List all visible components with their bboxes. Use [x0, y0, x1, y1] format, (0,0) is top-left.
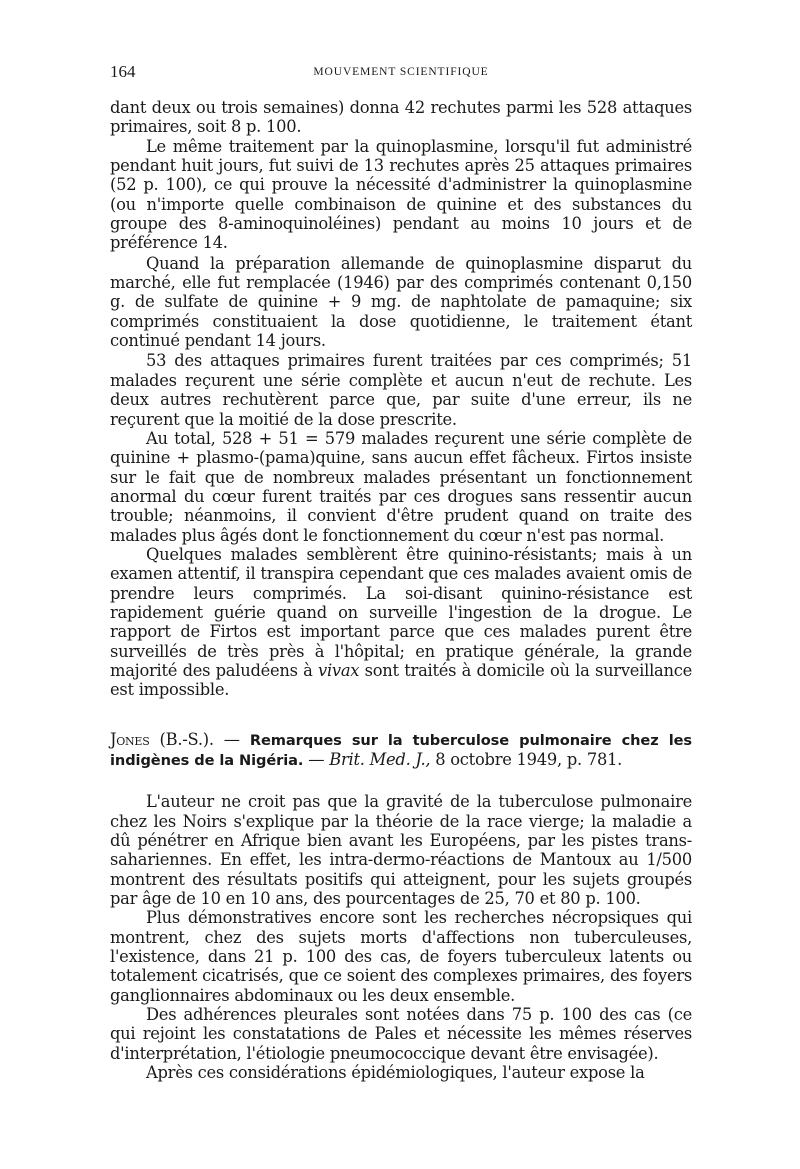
paragraph-tablets-results: 53 des attaques primaires furent traitées par ces comprimés; 51 malades reçurent une série complète et aucun n'eut de rechute. Les deux autres rechutèrent parce que, par suite d'une erreur, ils ne reçurent que la moitié de la dose prescrite. [110, 351, 692, 429]
running-header [110, 62, 692, 92]
reference-dash: — [213, 729, 250, 749]
paragraph-quinine-resistance [110, 545, 692, 700]
paragraph-german-preparation: Quand la préparation allemande de quinoplasmine disparut du marché, elle fut remplacée (1946) par des comprimés contenant 0,150 g. de sulfate de quinine + 9 mg. de naphtolate de pamaquine; six comprimés constituaient la dose quotidienne, le traitement étant continué pendant 14 jours. [110, 253, 692, 351]
text-segment: Quelques malades semblèrent être quinino-résistants; mais à un examen attentif, il transpira cependant que ces malades avaient omis de prendre leurs comprimés. La soi-disant quinino-résistance est rapidement guérie quand on surveille l'ingestion de la drogue. Le rapport de Firtos est important parce que ces malades purent être surveillés de très près à l'hôpital; en pratique générale, la grande majorité des paludéens à [110, 544, 692, 680]
reference-journal: Brit. Med. J., [329, 750, 431, 769]
reference-author: Jones (B.-S.). [110, 729, 214, 749]
paragraph-necropsy: Plus démonstratives encore sont les recherches nécropsiques qui montrent, chez des sujets morts d'affections non tuberculeuses, l'existence, dans 21 p. 100 des cas, de foyers tuberculeux latents ou totalement cicatrisés, que ce soient des complexes primaires, des foyers ganglionnaires abdominaux ou les deux ensemble. [110, 908, 692, 1005]
reference-details: 8 octobre 1949, p. 781. [430, 750, 623, 769]
document-page [110, 62, 692, 1083]
paragraph-author-view: L'auteur ne croit pas que la gravité de la tuberculose pulmonaire chez les Noirs s'explique par la théorie de la race vierge; la maladie a dû pénétrer en Afrique bien avant les Européens, par les pistes trans-sahariennes. En effet, les intra-dermo-réactions de Mantoux au 1/500 montrent des résultats positifs qui atteignent, pour les sujets groupés par âge de 10 en 10 ans, des pourcentages de 25, 70 et 80 p. 100. [110, 792, 692, 909]
bibliographic-reference [110, 730, 692, 771]
paragraph-continuation: dant deux ou trois semaines) donna 42 rechutes parmi les 528 attaques primaires, soit 8 p. 100. [110, 98, 692, 137]
section-gap [110, 700, 692, 730]
paragraph-quinoplasmine: Le même traitement par la quinoplasmine, lorsqu'il fut administré pendant huit jours, fut suivi de 13 rechutes après 25 attaques primaires (52 p. 100), ce qui prouve la nécessité d'administrer la quinoplasmine (ou n'importe quelle combinaison de quinine et des substances du groupe des 8-aminoquinoléines) pendant au moins 10 jours et de préférence 14. [110, 136, 692, 253]
running-title: MOUVEMENT SCIENTIFIQUE [313, 66, 489, 78]
paragraph-total: Au total, 528 + 51 = 579 malades reçurent une série complète de quinine + plasmo-(pama)quine, sans aucun effet fâcheux. Firtos insiste sur le fait que de nombreux malades présentant un fonctionnement anormal du cœur furent traités par ces drogues sans ressentir aucun trouble; néanmoins, il convient d'être prudent quand on traite des malades plus âgés dont le fonctionnement du cœur n'est pas normal. [110, 428, 692, 545]
page-number: 164 [110, 62, 136, 81]
paragraph-pleural: Des adhérences pleurales sont notées dans 75 p. 100 des cas (ce qui rejoint les constatations de Pales et nécessite les mêmes réserves d'interprétation, l'étiologie pneumococcique devant être envisagée). [110, 1005, 692, 1063]
reference-title: Remarques sur la tuberculose pulmonaire chez les indigènes de la Nigéria. [110, 731, 692, 769]
text-segment: sont traités à domicile où la surveillance est impossible. [110, 660, 692, 700]
italic-term: vivax [318, 660, 360, 680]
reference-dash: — [303, 750, 330, 769]
paragraph-closing: Après ces considérations épidémiologiques, l'auteur expose la [146, 1063, 645, 1083]
